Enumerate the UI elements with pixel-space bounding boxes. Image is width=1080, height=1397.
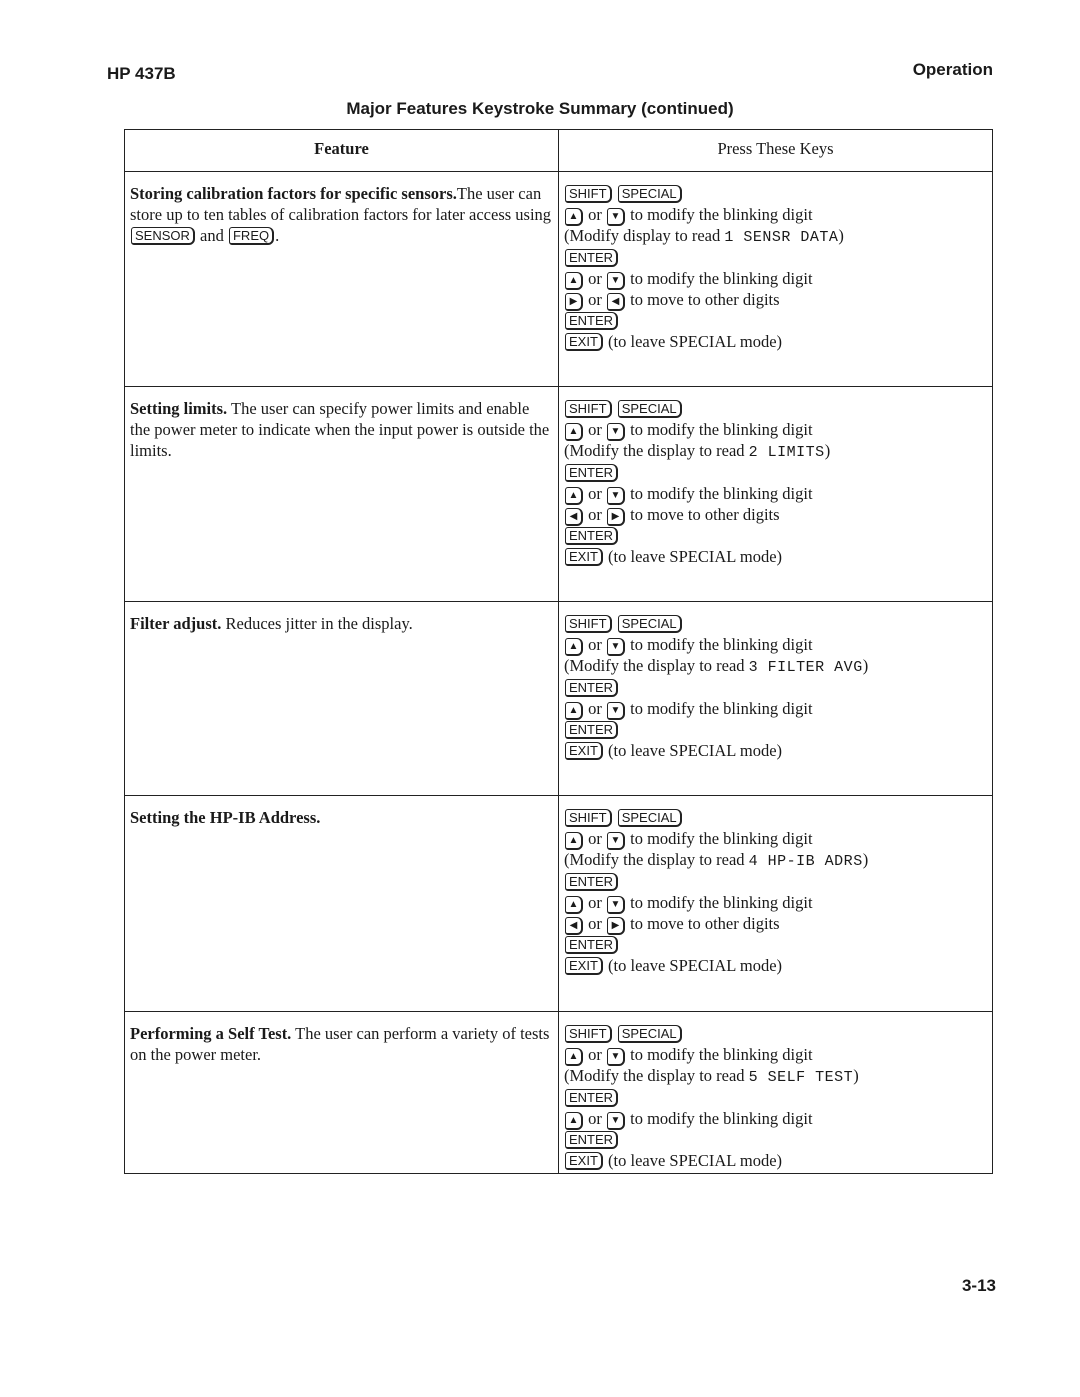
shift-key: SHIFT [565, 615, 612, 633]
shift-key: SHIFT [565, 1025, 612, 1043]
leave-text: (to leave SPECIAL mode) [608, 547, 783, 567]
header-section: Operation [912, 60, 993, 79]
step-display [564, 655, 988, 676]
feature-cell [125, 1012, 559, 1174]
step-exit [564, 955, 988, 976]
move-text: to move to other digits [630, 504, 780, 524]
exit-key: EXIT [565, 1152, 603, 1170]
feature-cell [125, 172, 559, 387]
step-shift-special [564, 613, 988, 634]
table-row [125, 796, 993, 1012]
feature-title: Setting the HP-IB Address. [130, 808, 321, 827]
feature-title: Setting limits. [130, 399, 228, 418]
step-shift-special [564, 183, 988, 204]
feature-cell [125, 602, 559, 796]
step-enter [564, 677, 988, 698]
column-header-feature: Feature [125, 130, 559, 172]
step-display [564, 440, 988, 461]
keys-cell [559, 172, 993, 387]
step-shift-special [564, 398, 988, 419]
step-move [564, 504, 988, 525]
up-arrow-icon: ▲ [565, 272, 583, 290]
up-arrow-icon: ▲ [565, 832, 583, 850]
or-text: or [588, 1108, 602, 1128]
step-enter [564, 525, 988, 546]
header-model: HP 437B [107, 64, 176, 83]
up-arrow-icon: ▲ [565, 487, 583, 505]
shift-key: SHIFT [565, 185, 612, 203]
up-arrow-icon: ▲ [565, 1048, 583, 1066]
step-modify [564, 204, 988, 225]
or-text: or [588, 289, 602, 309]
or-text: or [588, 829, 602, 849]
special-key: SPECIAL [618, 809, 682, 827]
or-text: or [588, 913, 602, 933]
table-row [125, 387, 993, 602]
keys-cell [559, 602, 993, 796]
conjunction-text: and [200, 226, 224, 246]
table-header-row [125, 130, 993, 172]
step-exit [564, 1150, 988, 1171]
exit-key: EXIT [565, 548, 603, 566]
display-instruction: (Modify display to read [564, 226, 721, 246]
feature-title: Storing calibration factors for specific sensors. [130, 184, 457, 203]
step-enter [564, 1129, 988, 1150]
feature-description: The user can store up to ten tables of calibration factors for later access using [130, 184, 552, 225]
up-arrow-icon: ▲ [565, 896, 583, 914]
enter-key: ENTER [565, 312, 618, 330]
enter-key: ENTER [565, 464, 618, 482]
sentence-end: . [275, 226, 280, 246]
up-arrow-icon: ▲ [565, 702, 583, 720]
step-modify [564, 828, 988, 849]
keys-cell [559, 387, 993, 602]
down-arrow-icon: ▼ [607, 1112, 625, 1130]
down-arrow-icon: ▼ [607, 832, 625, 850]
feature-title: Filter adjust. [130, 614, 222, 633]
display-readout: 4 HP-IB ADRS [748, 853, 863, 871]
display-instruction: (Modify the display to read [564, 441, 745, 461]
feature-cell [125, 387, 559, 602]
modify-text: to modify the blinking digit [630, 635, 813, 655]
page-number: 3-13 [961, 1276, 996, 1295]
or-text: or [588, 268, 602, 288]
enter-key: ENTER [565, 721, 618, 739]
display-readout: 3 FILTER AVG [748, 659, 863, 677]
leave-text: (to leave SPECIAL mode) [608, 332, 783, 352]
step-move [564, 289, 988, 310]
or-text: or [588, 635, 602, 655]
leave-text: (to leave SPECIAL mode) [608, 1151, 783, 1171]
down-arrow-icon: ▼ [607, 702, 625, 720]
enter-key: ENTER [565, 249, 618, 267]
display-readout: 2 LIMITS [748, 444, 825, 462]
down-arrow-icon: ▼ [607, 487, 625, 505]
table-row [125, 1012, 993, 1174]
modify-text: to modify the blinking digit [630, 829, 813, 849]
or-text: or [588, 205, 602, 225]
up-arrow-icon: ▲ [565, 423, 583, 441]
modify-text: to modify the blinking digit [630, 268, 813, 288]
feature-description: The user can specify power limits and enable the power meter to indicate when the input power is outside the limits. [130, 399, 550, 461]
left-arrow-icon: ◀ [565, 917, 583, 935]
right-arrow-icon: ▶ [565, 293, 583, 311]
step-modify [564, 892, 988, 913]
or-text: or [588, 504, 602, 524]
step-modify [564, 634, 988, 655]
display-instruction: (Modify the display to read [564, 656, 745, 676]
or-text: or [588, 892, 602, 912]
keys-cell [559, 1012, 993, 1174]
step-move [564, 913, 988, 934]
down-arrow-icon: ▼ [607, 208, 625, 226]
step-shift-special [564, 807, 988, 828]
keys-cell [559, 796, 993, 1012]
leave-text: (to leave SPECIAL mode) [608, 956, 783, 976]
step-enter [564, 871, 988, 892]
down-arrow-icon: ▼ [607, 1048, 625, 1066]
special-key: SPECIAL [618, 400, 682, 418]
feature-description: The user can perform a variety of tests on the power meter. [130, 1024, 550, 1065]
step-enter [564, 934, 988, 955]
move-text: to move to other digits [630, 913, 780, 933]
modify-text: to modify the blinking digit [630, 1045, 813, 1065]
modify-text: to modify the blinking digit [630, 420, 813, 440]
shift-key: SHIFT [565, 809, 612, 827]
column-header-keys: Press These Keys [559, 130, 993, 172]
keystroke-summary-table [124, 129, 993, 1174]
up-arrow-icon: ▲ [565, 208, 583, 226]
special-key: SPECIAL [618, 615, 682, 633]
display-readout: 1 SENSR DATA [724, 229, 839, 247]
right-arrow-icon: ▶ [607, 508, 625, 526]
or-text: or [588, 698, 602, 718]
modify-text: to modify the blinking digit [630, 698, 813, 718]
down-arrow-icon: ▼ [607, 638, 625, 656]
down-arrow-icon: ▼ [607, 272, 625, 290]
display-close: ) [862, 656, 869, 676]
feature-title: Performing a Self Test. [130, 1024, 292, 1043]
display-instruction: (Modify the display to read [564, 1066, 745, 1086]
exit-key: EXIT [565, 742, 603, 760]
shift-key: SHIFT [565, 400, 612, 418]
step-modify [564, 419, 988, 440]
step-shift-special [564, 1023, 988, 1044]
display-readout: 5 SELF TEST [748, 1069, 854, 1087]
step-enter [564, 247, 988, 268]
display-close: ) [824, 441, 831, 461]
step-exit [564, 331, 988, 352]
table-row [125, 602, 993, 796]
modify-text: to modify the blinking digit [630, 1108, 813, 1128]
left-arrow-icon: ◀ [565, 508, 583, 526]
or-text: or [588, 420, 602, 440]
display-close: ) [853, 1066, 859, 1086]
display-instruction: (Modify the display to read [564, 850, 745, 870]
step-enter [564, 310, 988, 331]
enter-key: ENTER [565, 873, 618, 891]
down-arrow-icon: ▼ [607, 423, 625, 441]
down-arrow-icon: ▼ [607, 896, 625, 914]
special-key: SPECIAL [618, 1025, 682, 1043]
exit-key: EXIT [565, 333, 603, 351]
step-enter [564, 462, 988, 483]
step-modify [564, 1044, 988, 1065]
step-display [564, 1065, 988, 1086]
special-key: SPECIAL [618, 185, 682, 203]
step-modify [564, 1108, 988, 1129]
or-text: or [588, 483, 602, 503]
enter-key: ENTER [565, 527, 618, 545]
up-arrow-icon: ▲ [565, 1112, 583, 1130]
enter-key: ENTER [565, 1089, 618, 1107]
step-display [564, 849, 988, 870]
modify-text: to modify the blinking digit [630, 892, 813, 912]
step-exit [564, 740, 988, 761]
display-close: ) [838, 226, 844, 246]
step-exit [564, 546, 988, 567]
step-modify [564, 268, 988, 289]
enter-key: ENTER [565, 936, 618, 954]
feature-description: Reduces jitter in the display. [225, 614, 413, 633]
freq-key: FREQ [229, 227, 274, 245]
enter-key: ENTER [565, 1131, 618, 1149]
enter-key: ENTER [565, 679, 618, 697]
move-text: to move to other digits [630, 289, 780, 309]
or-text: or [588, 1045, 602, 1065]
display-close: ) [862, 850, 869, 870]
left-arrow-icon: ◀ [607, 293, 625, 311]
modify-text: to modify the blinking digit [630, 483, 813, 503]
modify-text: to modify the blinking digit [630, 205, 813, 225]
step-display [564, 225, 988, 246]
step-enter [564, 719, 988, 740]
table-row [125, 172, 993, 387]
up-arrow-icon: ▲ [565, 638, 583, 656]
step-modify [564, 483, 988, 504]
step-enter [564, 1087, 988, 1108]
feature-cell [125, 796, 559, 1012]
exit-key: EXIT [565, 957, 603, 975]
sensor-key: SENSOR [131, 227, 195, 245]
leave-text: (to leave SPECIAL mode) [608, 741, 783, 761]
step-modify [564, 698, 988, 719]
page-title: Major Features Keystroke Summary (continued) [346, 99, 734, 118]
right-arrow-icon: ▶ [607, 917, 625, 935]
